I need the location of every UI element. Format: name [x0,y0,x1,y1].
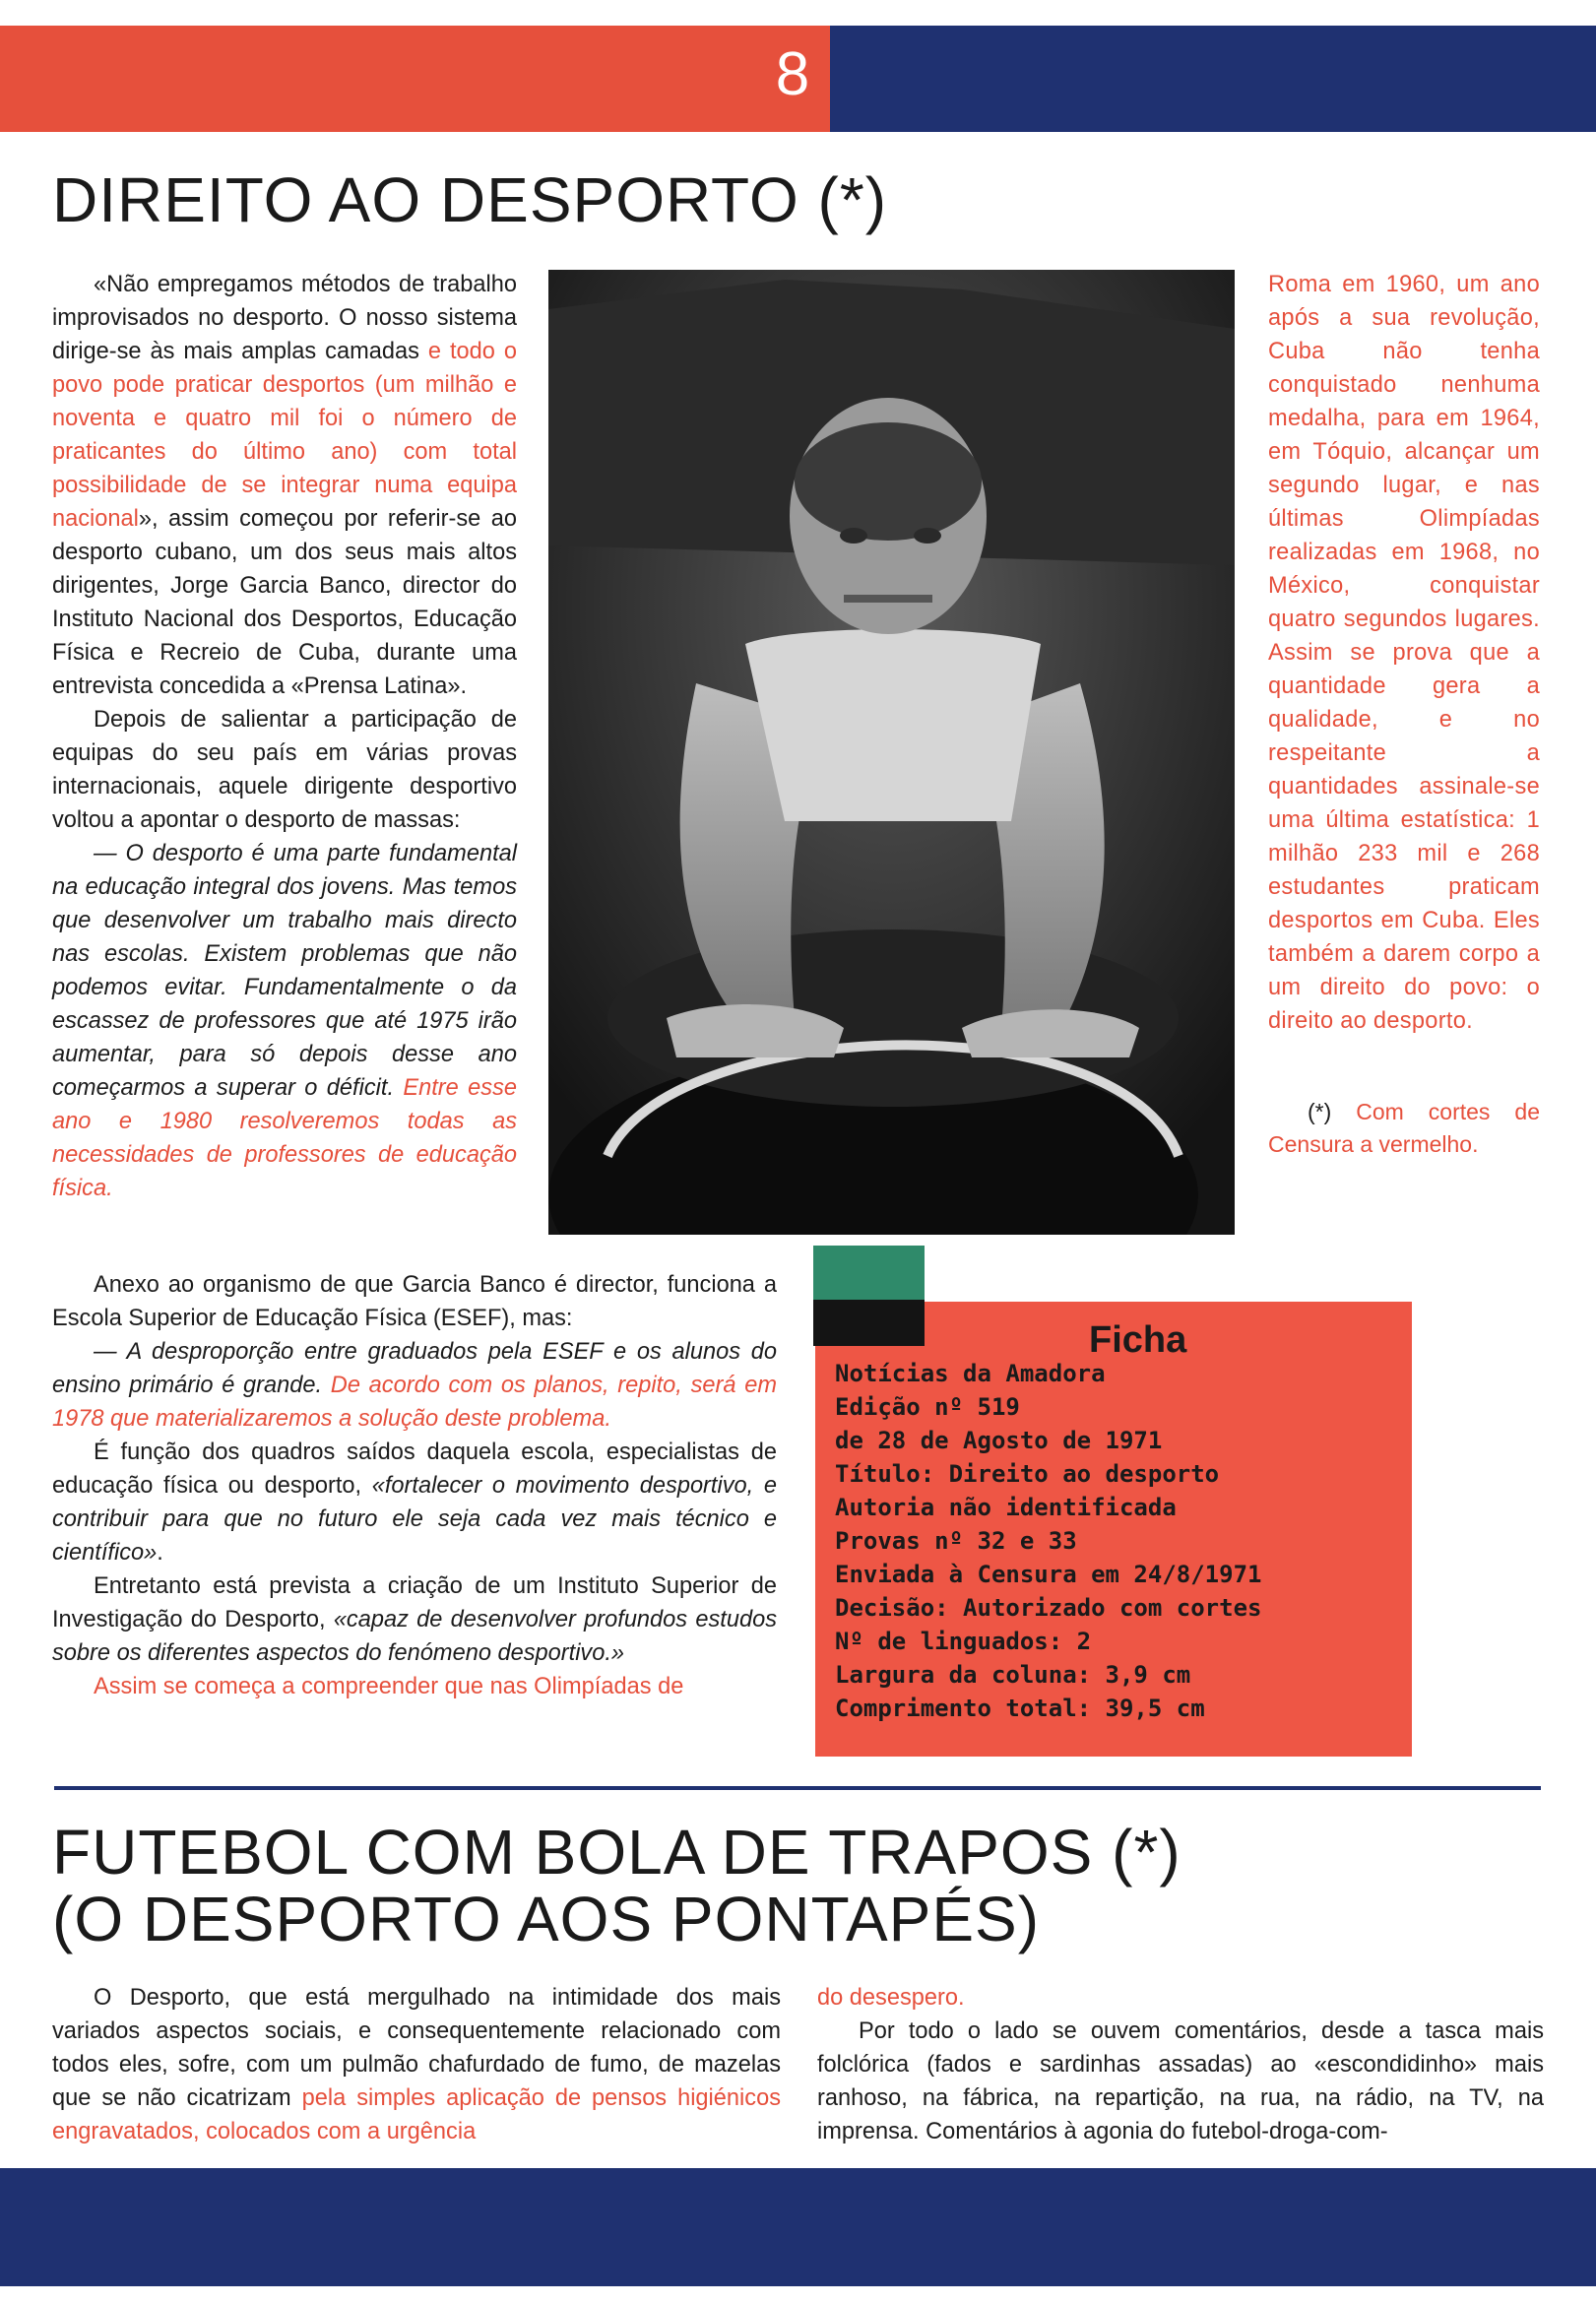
section-divider [54,1786,1541,1790]
article-2-title-line-2: (O DESPORTO AOS PONTAPÉS) [52,1884,1040,1954]
paragraph-2: Depois de salientar a participação de equipas do seu país em várias provas internacionais, aquele dirigente desportivo voltou a apontar o desporto de massas: [52,707,517,833]
censorship-footnote: (*) Com cortes de Censura a vermelho. [1268,1099,1540,1157]
paragraph-3: — O desporto é uma parte fundamental na educação integral dos jovens. Mas temos que desenvolver um trabalho mais directo nas escolas. Existem problemas que não podemos evitar. Fundamentalmente o da escassez de professores que até 1975 irão aumentar, para só depois desse ano começarmos a superar o déficit. Entre esse ano e 1980 resolveremos todas as necessidades de professores de educação física. [52,841,517,1201]
ficha-line: Notícias da Amadora [835,1360,1106,1387]
article-column-wide [52,1268,777,1703]
article-column-1 [52,268,517,1205]
paragraph-5: — A desproporção entre graduados pela ESEF e os alunos do ensino primário é grande. De acordo com os planos, repito, será em 1978 que materializaremos a solução deste problema. [52,1339,777,1432]
ficha-line: Autoria não identificada [835,1494,1177,1521]
ficha-title: Ficha [1089,1319,1187,1361]
ficha-tab-green [813,1246,925,1300]
ficha-line: Enviada à Censura em 24/8/1971 [835,1561,1262,1588]
paragraph-1: «Não empregamos métodos de trabalho improvisados no desporto. O nosso sistema dirige-se às mais amplas camadas e todo o povo pode praticar desportos (um milhão e noventa e quatro mil foi o número de praticantes do último ano) com total possibilidade de se integrar numa equipa nacional», assim começou por referir-se ao desporto cubano, um dos seus mais altos dirigentes, Jorge Garcia Banco, director do Instituto Nacional dos Desportos, Educação Física e Recreio de Cuba, durante uma entrevista concedida a «Prensa Latina». [52,272,517,699]
ficha-line: Provas nº 32 e 33 [835,1527,1077,1555]
paragraph-7: Entretanto está prevista a criação de um Instituto Superior de Investigação do Desporto, «capaz de desenvolver profundos estudos sobre os diferentes aspectos do fenómeno desportivo.» [52,1573,777,1666]
paragraph-6: É função dos quadros saídos daquela escola, especialistas de educação física ou desporto, «fortalecer o movimento desportivo, e contribuir para que no futuro ele seja cada vez mais técnico e científico». [52,1440,777,1566]
paragraph-8: Assim se começa a compreender que nas Olimpíadas de [94,1674,684,1699]
ficha-box [815,1302,1412,1757]
ficha-line: Título: Direito ao desporto [835,1460,1220,1488]
article-2-column-right: do desespero. Por todo o lado se ouvem comentários, desde a tasca mais folclórica (fados e sardinhas assadas) ao «escondidinho» mais ranhoso, na fábrica, na repartição, na rua, na rádio, na TV, na imprensa. Comentários à agonia do futebol-droga-com- [817,1985,1544,2144]
ficha-line: de 28 de Agosto de 1971 [835,1427,1163,1454]
ficha-lines [835,1357,1261,1725]
ficha-tab-black [813,1300,925,1346]
article-title: DIREITO AO DESPORTO (*) [52,164,888,235]
article-2-title-line-1: FUTEBOL COM BOLA DE TRAPOS (*) [52,1817,1181,1888]
page-number: 8 [775,40,810,108]
gymnast-illustration [548,270,1235,1235]
header-red-band [0,26,830,132]
ficha-line: Decisão: Autorizado com cortes [835,1594,1262,1622]
article-2-column-left: O Desporto, que está mergulhado na intimidade dos mais variados aspectos sociais, e consequentemente relacionado com todos eles, sofre, com um pulmão chafurdado de fumo, de mazelas que se não cicatrizam pela simples aplicação de pensos higiénicos engravatados, colocados com a urgência [52,1985,781,2144]
ficha-line: Comprimento total: 39,5 cm [835,1695,1205,1722]
header-blue-band [830,26,1596,132]
gymnast-photo [548,270,1235,1235]
paragraph-4: Anexo ao organismo de que Garcia Banco é director, funciona a Escola Superior de Educação Física (ESEF), mas: [52,1272,777,1331]
ficha-line: Largura da coluna: 3,9 cm [835,1661,1191,1689]
ficha-line: Edição nº 519 [835,1393,1020,1421]
article-column-3: Roma em 1960, um ano após a sua revolução, Cuba não tenha conquistado nenhuma medalha, para em 1964, em Tóquio, alcançar um segundo lugar, e nas últimas Olimpíadas realizadas em 1968, no México, conquistar quatro segundos lugares. Assim se prova que a quantidade gera a qualidade, e no respeitante a quantidades assinale-se uma última estatística: 1 milhão 233 mil e 268 estudantes praticam desportos em Cuba. Eles também a darem corpo a um direito do povo: o direito ao desporto. [1268,272,1540,1034]
footer-blue-band [0,2168,1596,2286]
ficha-line: Nº de linguados: 2 [835,1628,1092,1655]
